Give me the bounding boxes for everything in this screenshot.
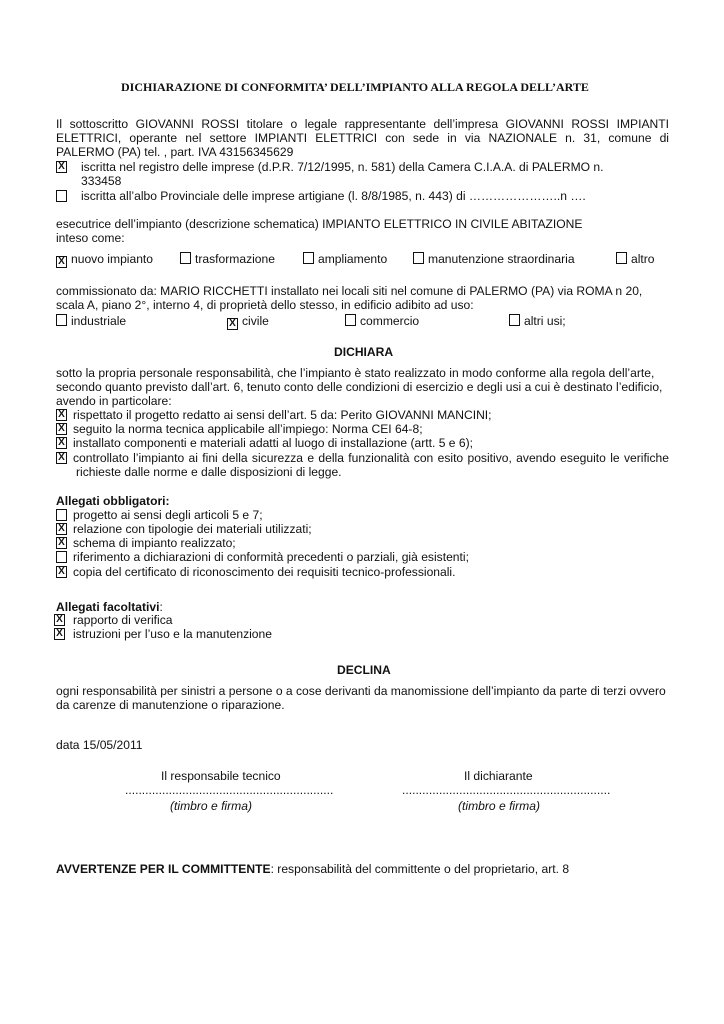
registry-text-1-cont: 333458 (81, 174, 122, 188)
dichiara-heading: DICHIARA (334, 345, 394, 359)
technical-manager-title: Il responsabile tecnico (161, 769, 281, 783)
checkbox[interactable] (56, 314, 67, 326)
intro-line-1: Il sottoscritto GIOVANNI ROSSI titolare o legale rappresentante dell’impresa GIOVANNI ROSSI IMPIANTI (56, 117, 669, 131)
mandatory-checkbox-4[interactable] (56, 551, 67, 563)
declina-line-1: ogni responsabilità per sinistri a persone o a cose derivanti da manomissione dell’impianto da parte di terzi ovvero (56, 684, 666, 698)
plant-intended-as: inteso come: (56, 231, 125, 245)
mandatory-item-1: progetto ai sensi degli articoli 5 e 7; (73, 508, 263, 522)
mandatory-checkbox-1[interactable] (56, 509, 67, 521)
checkbox[interactable]: X (227, 318, 238, 330)
dichiara-line-3: avendo in particolare: (56, 394, 172, 408)
option-label: trasformazione (195, 252, 275, 266)
dichiara-checkbox-1[interactable]: X (56, 409, 67, 421)
optional-item-2: istruzioni per l’uso e la manutenzione (73, 627, 272, 641)
registry-text-2: iscritta all’albo Provinciale delle imprese artigiane (l. 8/8/1985, n. 443) di …………………..n …. (81, 189, 586, 203)
declarant-title: Il dichiarante (464, 769, 533, 783)
dichiara-item-3: installato componenti e materiali adatti al luogo di installazione (artt. 5 e 6); (73, 436, 473, 450)
dichiara-line-1: sotto la propria personale responsabilità, che l’impianto è stato realizzato in modo conforme alla regola dell’arte, (56, 366, 655, 380)
mandatory-attachments-heading: Allegati obbligatori: (56, 494, 170, 508)
declina-line-2: da carenze di manutenzione o riparazione. (56, 698, 285, 712)
work-type-transformation[interactable] (180, 252, 275, 267)
option-label: altro (631, 252, 655, 266)
dichiara-line-2: secondo quanto previsto dall’art. 6, tenuto conto delle condizioni di esercizio e degli usi a cui è destinato l’edificio, (56, 380, 663, 394)
dichiara-item-1: rispettato il progetto redatto ai sensi dell’art. 5 da: Perito GIOVANNI MANCINI; (73, 408, 492, 422)
option-label: industriale (71, 314, 127, 328)
document-title: DICHIARAZIONE DI CONFORMITA’ DELL’IMPIANTO ALLA REGOLA DELL’ARTE (121, 80, 589, 94)
dichiara-checkbox-2[interactable]: X (56, 423, 67, 435)
option-label: altri usi; (524, 314, 566, 328)
checkbox[interactable] (413, 252, 424, 264)
optional-heading-colon: : (159, 600, 163, 614)
mandatory-checkbox-5[interactable]: X (56, 566, 67, 578)
mandatory-item-3: schema di impianto realizzato; (73, 536, 236, 550)
optional-heading-text: Allegati facoltativi (56, 600, 160, 614)
mandatory-checkbox-3[interactable]: X (56, 537, 67, 549)
usage-other[interactable] (509, 314, 566, 329)
mandatory-item-4: riferimento a dichiarazioni di conformità precedenti o parziali, già esistenti; (73, 550, 469, 564)
optional-checkbox-2[interactable]: X (54, 628, 65, 640)
mandatory-item-2: relazione con tipologie dei materiali utilizzati; (73, 522, 312, 536)
registry-text-1: iscritta nel registro delle imprese (d.P.R. 7/12/1995, n. 581) della Camera C.I.A.A. di PALERMO n. (81, 160, 604, 174)
checkbox[interactable] (345, 314, 356, 326)
client-line-1: commissionato da: MARIO RICCHETTI installato nei locali siti nel comune di PALERMO (PA) via ROMA n 20, (56, 284, 643, 298)
registry-checkbox-1[interactable]: X (56, 161, 67, 173)
dichiara-checkbox-4[interactable]: X (56, 452, 67, 464)
usage-industrial[interactable] (56, 314, 126, 329)
registry-checkbox-2[interactable] (56, 190, 67, 202)
technical-manager-stamp-label: (timbro e firma) (170, 799, 252, 813)
client-line-2: scala A, piano 2°, interno 4, di proprietà dello stesso, in edificio adibito ad uso: (56, 298, 474, 312)
declarant-signature-line[interactable]: .............................................................. (402, 783, 611, 797)
dichiara-item-2: seguito la norma tecnica applicabile all’impiego: Norma CEI 64-8; (73, 422, 423, 436)
declarant-stamp-label: (timbro e firma) (458, 799, 540, 813)
technical-manager-signature-line[interactable]: .............................................................. (125, 783, 334, 797)
work-type-maintenance[interactable] (413, 252, 575, 267)
option-label: ampliamento (318, 252, 388, 266)
intro-line-2: ELETTRICI, operante nel settore IMPIANTI ELETTRICI con sede in via NAZIONALE n. 31, comune di (56, 131, 669, 145)
option-label: manutenzione straordinaria (428, 252, 575, 266)
warning-label: AVVERTENZE PER IL COMMITTENTE (56, 862, 271, 876)
committente-warning (56, 862, 569, 877)
document-date: data 15/05/2011 (56, 738, 143, 752)
mandatory-checkbox-2[interactable]: X (56, 523, 67, 535)
work-type-new[interactable] (56, 252, 153, 268)
plant-description: esecutrice dell’impianto (descrizione schematica) IMPIANTO ELETTRICO IN CIVILE ABITAZIONE (56, 217, 583, 231)
checkbox[interactable]: X (56, 256, 67, 268)
checkbox[interactable] (180, 252, 191, 264)
checkbox[interactable] (616, 252, 627, 264)
checkbox[interactable] (303, 252, 314, 264)
warning-text: : responsabilità del committente o del proprietario, art. 8 (270, 862, 570, 876)
option-label: commercio (360, 314, 420, 328)
checkbox[interactable] (509, 314, 520, 326)
work-type-expansion[interactable] (303, 252, 387, 267)
declina-heading: DECLINA (337, 663, 391, 677)
usage-commerce[interactable] (345, 314, 419, 329)
optional-item-1: rapporto di verifica (73, 613, 173, 627)
dichiara-item-4: controllato l’impianto ai fini della sicurezza e della funzionalità con esito positivo, avendo eseguito le verifiche (73, 451, 669, 465)
dichiara-checkbox-3[interactable]: X (56, 437, 67, 449)
dichiara-item-4-cont: richieste dalle norme e dalle disposizioni di legge. (76, 465, 342, 479)
option-label: nuovo impianto (71, 252, 154, 266)
optional-checkbox-1[interactable]: X (54, 614, 65, 626)
intro-line-3: PALERMO (PA) tel. , part. IVA 43156345629 (56, 145, 294, 159)
work-type-other[interactable] (616, 252, 655, 267)
option-label: civile (242, 314, 269, 328)
usage-civil[interactable] (227, 314, 269, 330)
mandatory-item-5: copia del certificato di riconoscimento dei requisiti tecnico-professionali. (73, 565, 456, 579)
